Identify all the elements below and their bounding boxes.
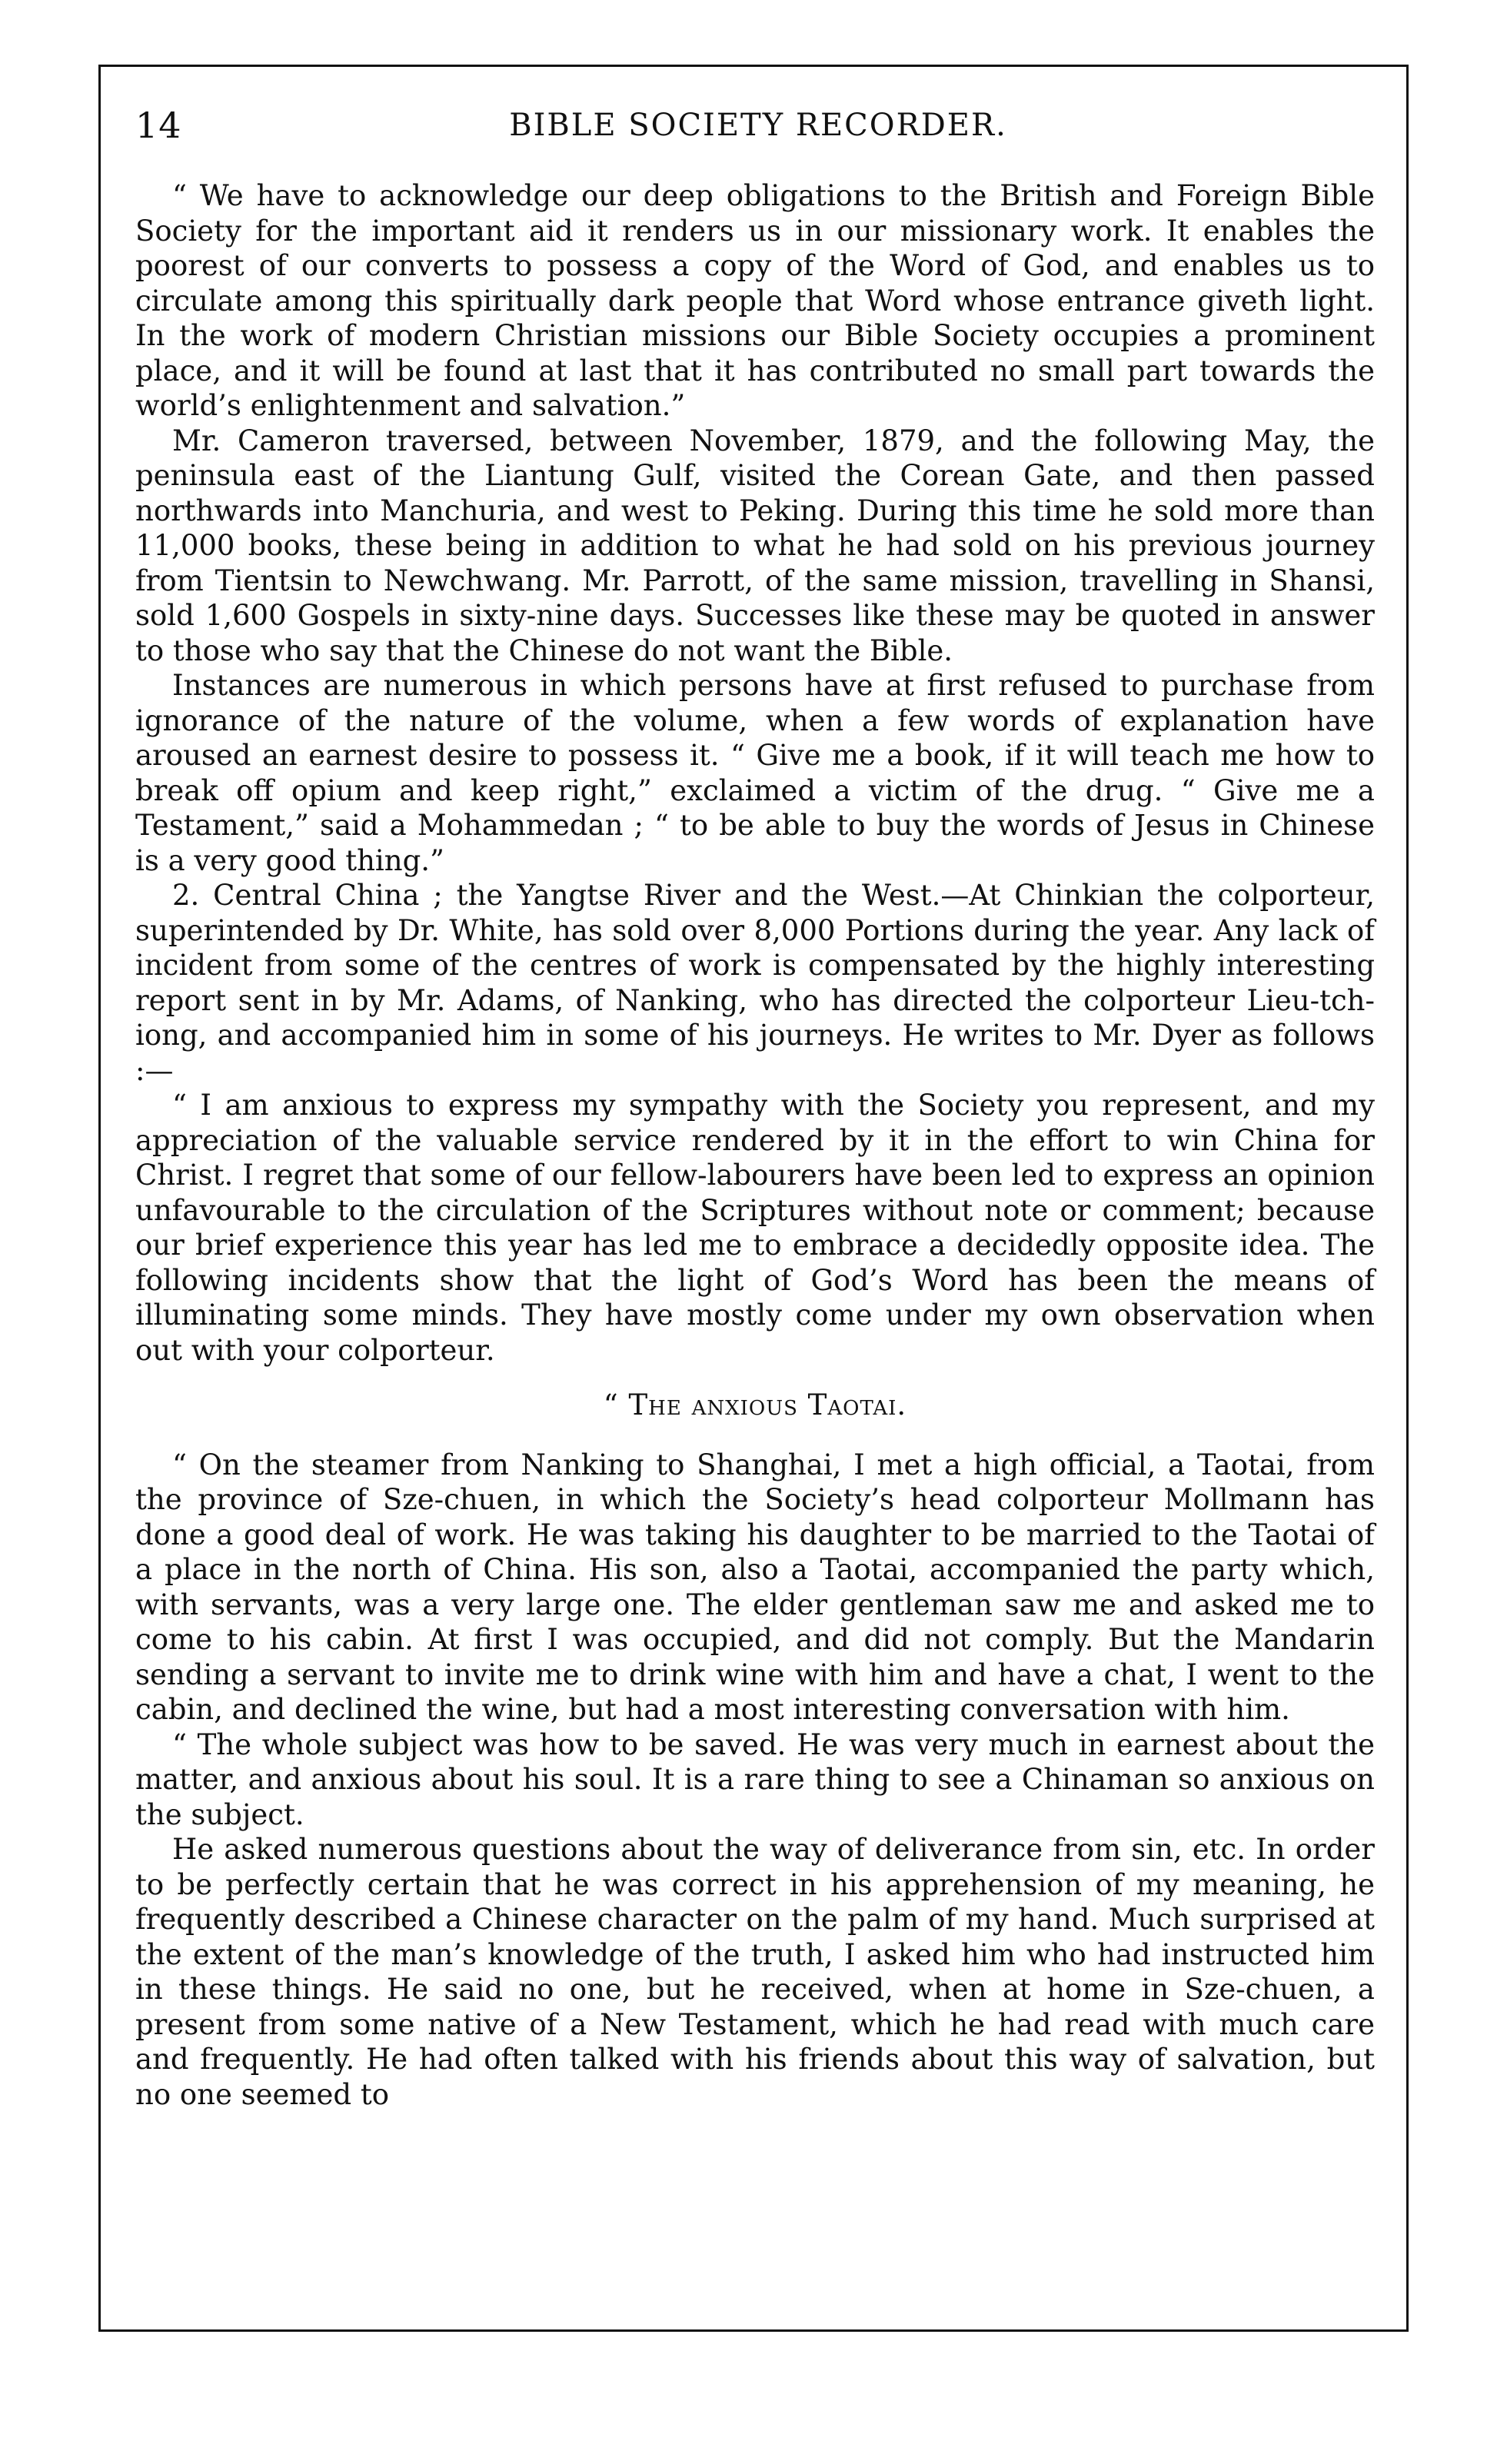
bottom-rule [98,2329,1409,2332]
page-number: 14 [135,105,182,146]
section-heading: “ The anxious Taotai. [603,1388,907,1422]
top-rule [98,65,1409,67]
paragraph-cameron: Mr. Cameron traversed, between November, 1879, and the following May, the peninsula east of the Liantung Gulf, visited the Corean Gate, and then passed northwards into Manchuria, and west to Peking. During this time he sold more than 11,000 books, these being in addition to what he had sold on his previous journey from Tientsin to Newchwang. Mr. Parrott, of the same mission, travelling in Shansi, sold 1,600 Gospels in sixty-nine days. Successes like these may be quoted in answer to those who say that the Chinese do not want the Bible. [135,424,1375,667]
paragraph-questions: He asked numerous questions about the way of deliverance from sin, etc. In order to be perfectly certain that he was correct in his apprehension of my meaning, he frequently described a Chinese character on the palm of my hand. Much surprised at the extent of the man’s knowledge of the truth, I asked him who had instructed him in these things. He said no one, but he received, when at home in Sze-chuen, a present from some native of a New Testament, which he had read with much care and frequently. He had often talked with his friends about this way of salvation, but no one seemed to [135,1833,1375,2111]
paragraph-steamer: “ On the steamer from Nanking to Shanghai, I met a high official, a Taotai, from the province of Sze-chuen, in which the Society’s head colporteur Mollmann has done a good deal of work. He was taking his daughter to be married to the Taotai of a place in the north of China. His son, also a Taotai, accompanied the party which, with servants, was a very large one. The elder gentleman saw me and asked me to come to his cabin. At first I was occupied, and did not comply. But the Mandarin sending a servant to invite me to drink wine with him and have a chat, I went to the cabin, and declined the wine, but had a most interesting conversation with him. [135,1448,1375,1726]
right-rule [1406,65,1409,2332]
page-frame [98,65,1409,2402]
paragraph-central-china: 2. Central China ; the Yangtse River and the West.—At Chinkian the colporteur, superintended by Dr. White, has sold over 8,000 Portions during the year. Any lack of incident from some of the centres of work is compensated by the highly interesting report sent in by Mr. Adams, of Nanking, who has directed the colporteur Lieu-tch-iong, and accompanied him in some of his journeys. He writes to Mr. Dyer as follows :— [135,879,1375,1087]
paragraph-adams-letter: “ I am anxious to express my sympathy with the Society you represent, and my appreciation of the valuable service rendered by it in the effort to win China for Christ. I regret that some of our fellow-labourers have been led to express an opinion unfavourable to the circulation of the Scriptures without note or comment; because our brief experience this year has led me to embrace a decidedly opposite idea. The following incidents show that the light of God’s Word has been the means of illuminating some minds. They have mostly come under my own observation when out with your colporteur. [135,1089,1375,1367]
running-head [135,98,1381,152]
text-column [135,178,1375,2112]
paragraph-saved: “ The whole subject was how to be saved. He was very much in earnest about the matter, and anxious about his soul. It is a rare thing to see a Chinaman so anxious on the subject. [135,1727,1375,1831]
left-rule [98,65,101,2332]
paragraph-instances: Instances are numerous in which persons have at first refused to purchase from ignorance of the nature of the volume, when a few words of explanation have aroused an earnest desire to possess it. “ Give me a book, if it will teach me how to break off opium and keep right,” exclaimed a victim of the drug. “ Give me a Testament,” said a Mohammedan ; “ to be able to buy the words of Jesus in Chinese is a very good thing.” [135,669,1375,877]
paragraph-quote-acknowledgement: “ We have to acknowledge our deep obligations to the British and Foreign Bible Society for the important aid it renders us in our missionary work. It enables the poorest of our converts to possess a copy of the Word of God, and enables us to circulate among this spiritually dark people that Word whose entrance giveth light. In the work of modern Christian missions our Bible Society occupies a prominent place, and it will be found at last that it has contributed no small part towards the world’s enlightenment and salvation.” [135,179,1375,422]
journal-title: BIBLE SOCIETY RECORDER. [509,108,1007,143]
